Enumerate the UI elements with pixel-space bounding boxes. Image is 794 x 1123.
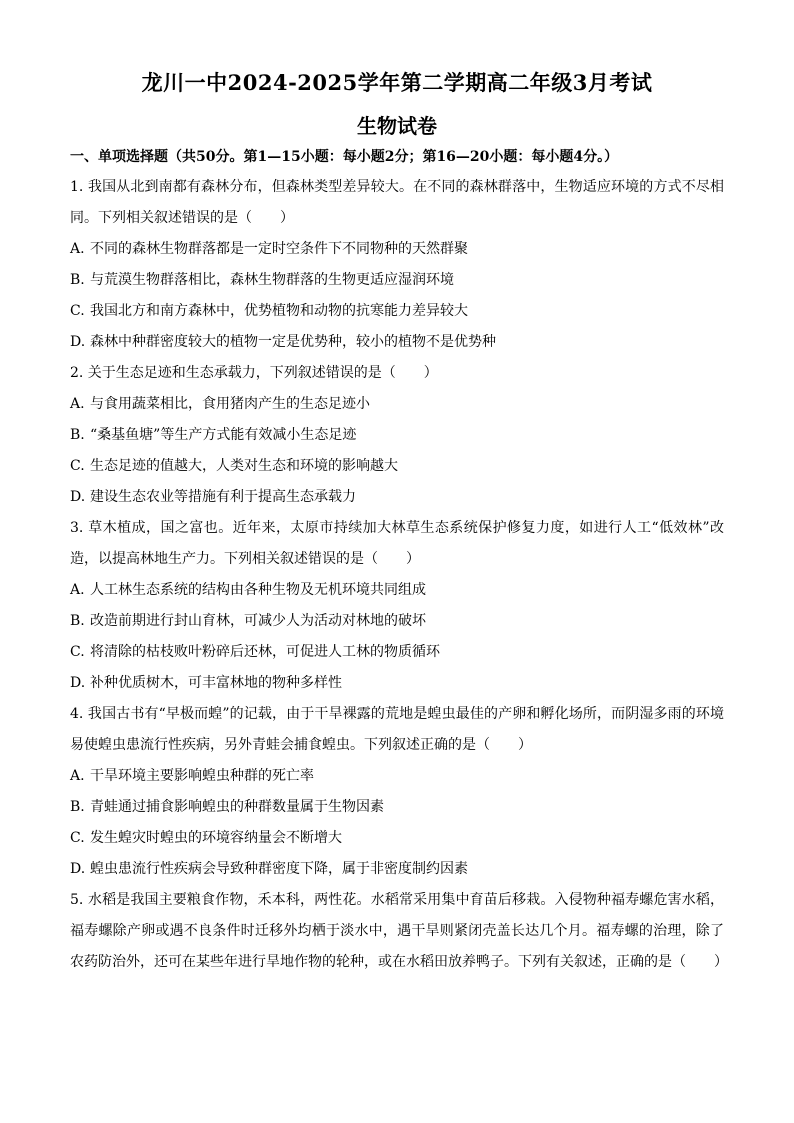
option-letter: B.	[70, 427, 85, 443]
question-option	[70, 327, 724, 358]
option-text: 与食用蔬菜相比，食用猪肉产生的生态足迹小	[90, 396, 370, 412]
option-letter: C.	[70, 303, 85, 319]
question-option	[70, 296, 724, 327]
option-letter: B.	[70, 272, 85, 288]
option-text: 建设生态农业等措施有利于提高生态承载力	[90, 489, 356, 505]
option-text: 青蛙通过捕食影响蝗虫的种群数量属于生物因素	[90, 799, 384, 815]
option-text: 人工林生态系统的结构由各种生物及无机环境共同组成	[90, 582, 426, 598]
option-text: 干旱环境主要影响蝗虫种群的死亡率	[90, 768, 314, 784]
option-text: 不同的森林生物群落都是一定时空条件下不同物种的天然群聚	[90, 241, 468, 257]
option-letter: C.	[70, 830, 85, 846]
option-text: “桑基鱼塘”等生产方式能有效减小生态足迹	[90, 427, 357, 443]
question-option	[70, 668, 724, 699]
question-stem: 1. 我国从北到南都有森林分布，但森林类型差异较大。在不同的森林群落中，生物适应环境的方式不尽相同。下列相关叙述错误的是（ ）	[70, 179, 724, 226]
option-letter: D.	[70, 489, 86, 505]
question-option	[70, 575, 724, 606]
option-text: 改造前期进行封山育林，可减少人为活动对林地的破坏	[90, 613, 426, 629]
option-letter: A.	[70, 582, 85, 598]
question-4	[70, 699, 724, 885]
question-stem: 3. 草木植成，国之富也。近年来，太原市持续加大林草生态系统保护修复力度，如进行人工“低效林”改造，以提高林地生产力。下列相关叙述错误的是（ ）	[70, 520, 724, 567]
question-stem: 5. 水稻是我国主要粮食作物，禾本科，两性花。水稻常采用集中育苗后移栽。入侵物种福寿螺危害水稻，福寿螺除产卵或遇不良条件时迁移外均栖于淡水中，遇干旱则紧闭壳盖长达几个月。福寿螺的治理，除了农药防治外，还可在某些年进行旱地作物的轮种，或在水稻田放养鸭子。下列有关叙述，正确的是（ ）	[70, 892, 728, 970]
exam-title: 龙川一中2024-2025学年第二学期高二年级3月考试	[141, 70, 653, 95]
option-text: 我国北方和南方森林中，优势植物和动物的抗寒能力差异较大	[90, 303, 468, 319]
question-option	[70, 823, 724, 854]
question-option	[70, 265, 724, 296]
question-option	[70, 854, 724, 885]
question-list	[70, 172, 728, 978]
option-text: 将清除的枯枝败叶粉碎后还林，可促进人工林的物质循环	[90, 644, 440, 660]
option-letter: D.	[70, 675, 86, 691]
option-letter: D.	[70, 861, 86, 877]
option-text: 森林中种群密度较大的植物一定是优势种，较小的植物不是优势种	[90, 334, 496, 350]
question-option	[70, 389, 724, 420]
question-option	[70, 792, 724, 823]
option-text: 蝗虫患流行性疾病会导致种群密度下降，属于非密度制约因素	[90, 861, 468, 877]
question-stem: 4. 我国古书有“早极而蝗”的记载，由于干旱裸露的荒地是蝗虫最佳的产卵和孵化场所，而阴湿多雨的环境易使蝗虫患流行性疾病，另外青蛙会捕食蝗虫。下列叙述正确的是（ ）	[70, 706, 724, 753]
option-letter: D.	[70, 334, 86, 350]
question-option	[70, 420, 724, 451]
option-letter: B.	[70, 799, 85, 815]
question-option	[70, 234, 724, 265]
option-letter: A.	[70, 768, 85, 784]
question-option	[70, 761, 724, 792]
question-option	[70, 482, 724, 513]
option-letter: B.	[70, 613, 85, 629]
option-text: 补种优质树木，可丰富林地的物种多样性	[90, 675, 342, 691]
option-letter: C.	[70, 644, 85, 660]
question-option	[70, 606, 724, 637]
question-stem: 2. 关于生态足迹和生态承载力，下列叙述错误的是（ ）	[70, 365, 438, 381]
question-3	[70, 513, 724, 699]
option-letter: C.	[70, 458, 85, 474]
question-option	[70, 637, 724, 668]
option-letter: A.	[70, 241, 85, 257]
question-5	[70, 885, 728, 978]
option-text: 发生蝗灾时蝗虫的环境容纳量会不断增大	[90, 830, 342, 846]
question-option	[70, 451, 724, 482]
option-text: 与荒漠生物群落相比，森林生物群落的生物更适应湿润环境	[90, 272, 454, 288]
section-heading: 一、单项选择题（共50分。第1—15小题：每小题2分；第16—20小题：每小题4分。）	[70, 149, 619, 165]
exam-subtitle: 生物试卷	[357, 114, 437, 138]
question-2	[70, 358, 724, 513]
option-text: 生态足迹的值越大，人类对生态和环境的影响越大	[90, 458, 398, 474]
option-letter: A.	[70, 396, 85, 412]
question-1	[70, 172, 724, 358]
